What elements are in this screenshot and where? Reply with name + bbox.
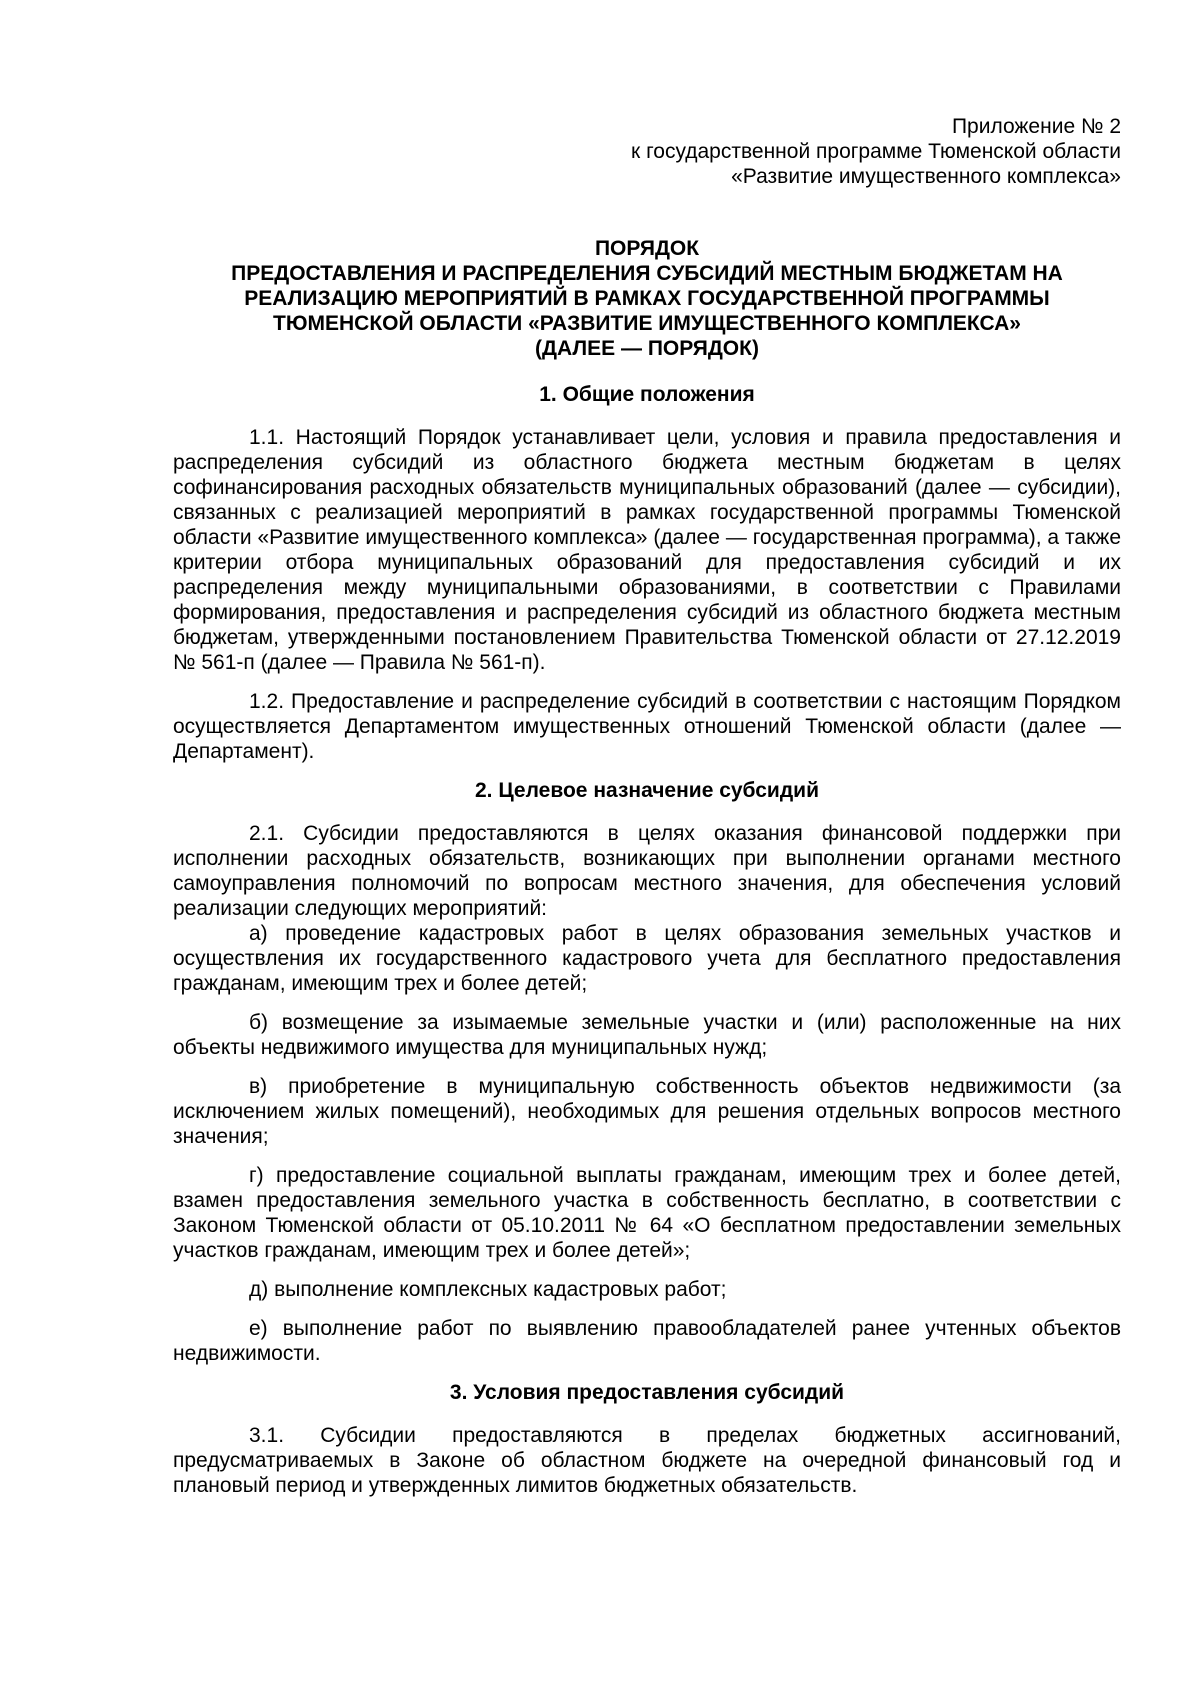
appendix-line-1: Приложение № 2 [951,115,1121,138]
paragraph-2-1-d: д) выполнение комплексных кадастровых работ; [249,1278,727,1301]
appendix-line-3: «Развитие имущественного комплекса» [731,165,1121,188]
section-1-heading: 1. Общие положения [539,383,755,406]
title-line-4: ТЮМЕНСКОЙ ОБЛАСТИ «РАЗВИТИЕ ИМУЩЕСТВЕННОГО КОМПЛЕКСА» [273,312,1021,335]
paragraph-3-1: 3.1. Субсидии предоставляются в пределах бюджетных ассигнований, предусматриваемых в Законе об областном бюджете на очередной финансовый год и плановый период и утвержденных лимитов бюджетных обязательств. [173,1424,1121,1497]
paragraph-2-1-e: е) выполнение работ по выявлению правообладателей ранее учтенных объектов недвижимости. [173,1317,1121,1365]
title-line-1: ПОРЯДОК [594,237,700,260]
document-page [173,114,1121,1512]
paragraph-1-2: 1.2. Предоставление и распределение субсидий в соответствии с настоящим Порядком осуществляется Департаментом имущественных отношений Тюменской области (далее — Департамент). [173,690,1121,763]
appendix-header [173,114,1121,189]
paragraph-2-1-a: а) проведение кадастровых работ в целях образования земельных участков и осуществления их государственного кадастрового учета для бесплатного предоставления гражданам, имеющим трех и более детей; [173,922,1121,995]
title-line-2: ПРЕДОСТАВЛЕНИЯ И РАСПРЕДЕЛЕНИЯ СУБСИДИЙ МЕСТНЫМ БЮДЖЕТАМ НА [231,262,1063,285]
paragraph-2-1: 2.1. Субсидии предоставляются в целях оказания финансовой поддержки при исполнении расходных обязательств, возникающих при выполнении органами местного самоуправления полномочий по вопросам местного значения, для обеспечения условий реализации следующих мероприятий: [173,822,1121,920]
title-line-3: РЕАЛИЗАЦИЮ МЕРОПРИЯТИЙ В РАМКАХ ГОСУДАРСТВЕННОЙ ПРОГРАММЫ [244,287,1050,310]
title-line-5: (ДАЛЕЕ — ПОРЯДОК) [535,337,759,360]
section-2-heading: 2. Целевое назначение субсидий [474,779,819,802]
paragraph-2-1-v: в) приобретение в муниципальную собственность объектов недвижимости (за исключением жилых помещений), необходимых для решения отдельных вопросов местного значения; [173,1075,1121,1148]
section-3-heading: 3. Условия предоставления субсидий [449,1381,845,1404]
paragraph-2-1-g: г) предоставление социальной выплаты гражданам, имеющим трех и более детей, взамен предоставления земельного участка в собственность бесплатно, в соответствии с Законом Тюменской области от 05.10.2011 № 64 «О бесплатном предоставлении земельных участков гражданам, имеющим трех и более детей»; [173,1164,1121,1262]
document-title [173,236,1121,361]
appendix-line-2: к государственной программе Тюменской области [631,140,1121,163]
paragraph-1-1: 1.1. Настоящий Порядок устанавливает цели, условия и правила предоставления и распределения субсидий из областного бюджета местным бюджетам в целях софинансирования расходных обязательств муниципальных образований (далее — субсидии), связанных с реализацией мероприятий в рамках государственной программы Тюменской области «Развитие имущественного комплекса» (далее — государственная программа), а также критерии отбора муниципальных образований для предоставления субсидий и их распределения между муниципальными образованиями, в соответствии с Правилами формирования, предоставления и распределения субсидий из областного бюджета местным бюджетам, утвержденными постановлением Правительства Тюменской области от 27.12.2019 № 561-п (далее — Правила № 561-п). [173,426,1121,674]
paragraph-2-1-b: б) возмещение за изымаемые земельные участки и (или) расположенные на них объекты недвижимого имущества для муниципальных нужд; [173,1011,1121,1059]
